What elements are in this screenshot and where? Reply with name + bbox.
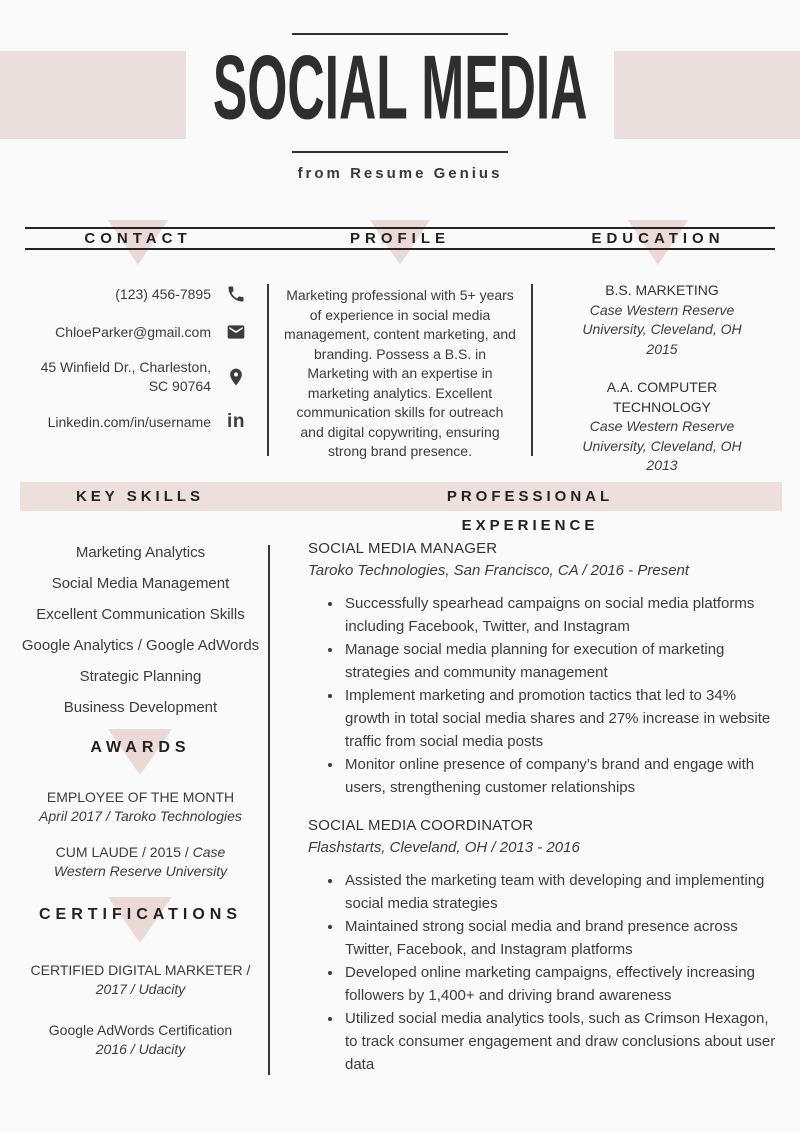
linkedin-row: [18, 410, 248, 434]
experience-section: [308, 538, 780, 1092]
page-title-wrap: [0, 37, 800, 139]
skill-item: Strategic Planning: [79, 668, 202, 685]
profile-heading: PROFILE: [349, 230, 450, 247]
education-item: [557, 378, 767, 476]
email-icon: [224, 320, 248, 344]
job-bullet: • Utilized social media analytics tools, such as Crimson Hexagon, to track consumer engagement and draw conclusions about user data: [343, 1007, 780, 1076]
job-bullet-list: [308, 592, 780, 799]
phone-row: [18, 282, 248, 306]
divider-contact-profile: [267, 284, 269, 456]
certification-detail: 2016 / Udacity: [95, 1041, 186, 1057]
linkedin-icon: in: [227, 411, 245, 432]
job-bullet: • Assisted the marketing team with developing and implementing social media strategies: [343, 869, 780, 915]
profile-section: [283, 286, 517, 462]
skill-item: Excellent Communication Skills: [36, 606, 245, 623]
address-row: [18, 358, 248, 396]
section-heading-bar: [20, 482, 782, 534]
job-bullet: • Manage social media planning for execution of marketing strategies and community management: [343, 638, 780, 684]
key-skills-heading: KEY SKILLS: [75, 488, 205, 505]
phone-value: (123) 456-7895: [115, 285, 211, 302]
skill-item: Social Media Management: [51, 575, 230, 592]
award-item: [0, 788, 281, 826]
school: Case Western Reserve University, Cleveland, OH: [582, 301, 742, 337]
phone-icon: [224, 282, 248, 306]
certification-detail: 2017 / Udacity: [95, 981, 186, 997]
page-title: SOCIAL MEDIA: [212, 37, 588, 139]
contact-heading: CONTACT: [84, 230, 192, 247]
page-subtitle: from Resume Genius: [297, 165, 503, 182]
profile-text: Marketing professional with 5+ years of experience in social media management, content marketing, and branding. Possess a B.S. in Marketing with an expertise in marketing analytics. Excellent communication skills for outreach and digital copywriting, ensuring strong brand presence.: [284, 287, 516, 459]
education-item: [557, 281, 767, 359]
job-entry: [308, 538, 780, 799]
award-title: EMPLOYEE OF THE MONTH: [46, 789, 235, 805]
contact-section: [18, 282, 248, 448]
job-entry: [308, 815, 780, 1076]
job-bullet: • Implement marketing and promotion tactics that led to 34% growth in total social media shares and 27% increase in website traffic from social media posts: [343, 684, 780, 753]
certification-item: [0, 1021, 281, 1059]
key-skills-section: [0, 543, 281, 729]
certification-title: Google AdWords Certification: [48, 1022, 233, 1038]
job-meta: Flashstarts, Cleveland, OH / 2013 - 2016: [308, 839, 580, 856]
certification-title: CERTIFIED DIGITAL MARKETER /: [30, 962, 251, 978]
award-item: CUM LAUDE / 2015 / Case Western Reserve University: [0, 843, 281, 881]
degree: B.S. MARKETING: [605, 282, 719, 298]
title-rule-top: [292, 33, 508, 35]
band-rule-bottom: [25, 248, 775, 250]
job-bullet-list: [308, 869, 780, 1076]
education-section: [557, 281, 767, 495]
job-bullet: • Monitor online presence of company’s brand and engage with users, strengthening customer relationships: [343, 753, 780, 799]
award-detail: Western Reserve University: [53, 863, 228, 879]
education-heading: EDUCATION: [591, 230, 725, 247]
location-icon: [224, 365, 248, 389]
certifications-heading: CERTIFICATIONS: [38, 906, 243, 923]
awards-heading: AWARDS: [90, 739, 191, 756]
address-value: 45 Winfield Dr., Charleston, SC 90764: [40, 359, 211, 394]
email-row: [18, 320, 248, 344]
school: Case Western Reserve University, Cleveland, OH: [582, 418, 742, 454]
linkedin-value: Linkedin.com/in/username: [47, 413, 211, 430]
certification-item: [0, 961, 281, 999]
award-detail: April 2017 / Taroko Technologies: [39, 808, 242, 824]
degree: A.A. COMPUTER TECHNOLOGY: [606, 379, 718, 415]
email-value: ChloeParker@gmail.com: [55, 323, 211, 340]
graduation-year: 2013: [646, 457, 678, 473]
job-title: SOCIAL MEDIA MANAGER: [308, 540, 498, 557]
job-bullet: • Successfully spearhead campaigns on social media platforms including Facebook, Twitter, and Instagram: [343, 592, 780, 638]
title-rule-bottom: [292, 151, 508, 153]
award-title: CUM LAUDE / 2015 /: [55, 844, 189, 860]
professional-experience-heading: PROFESSIONAL EXPERIENCE: [446, 488, 614, 534]
divider-profile-education: [531, 284, 533, 456]
job-meta: Taroko Technologies, San Francisco, CA / 2016 - Present: [308, 562, 690, 579]
divider-skills-experience: [268, 545, 270, 1075]
graduation-year: 2015: [646, 340, 678, 357]
skill-item: Google Analytics / Google AdWords: [21, 637, 260, 654]
skill-item: Business Development: [63, 699, 218, 716]
job-title: SOCIAL MEDIA COORDINATOR: [308, 817, 534, 834]
skill-item: Marketing Analytics: [75, 544, 206, 561]
job-bullet: • Maintained strong social media and brand presence across Twitter, Facebook, and Instagram platforms: [343, 915, 780, 961]
job-bullet: • Developed online marketing campaigns, effectively increasing followers by 1,400+ and driving brand awareness: [343, 961, 780, 1007]
